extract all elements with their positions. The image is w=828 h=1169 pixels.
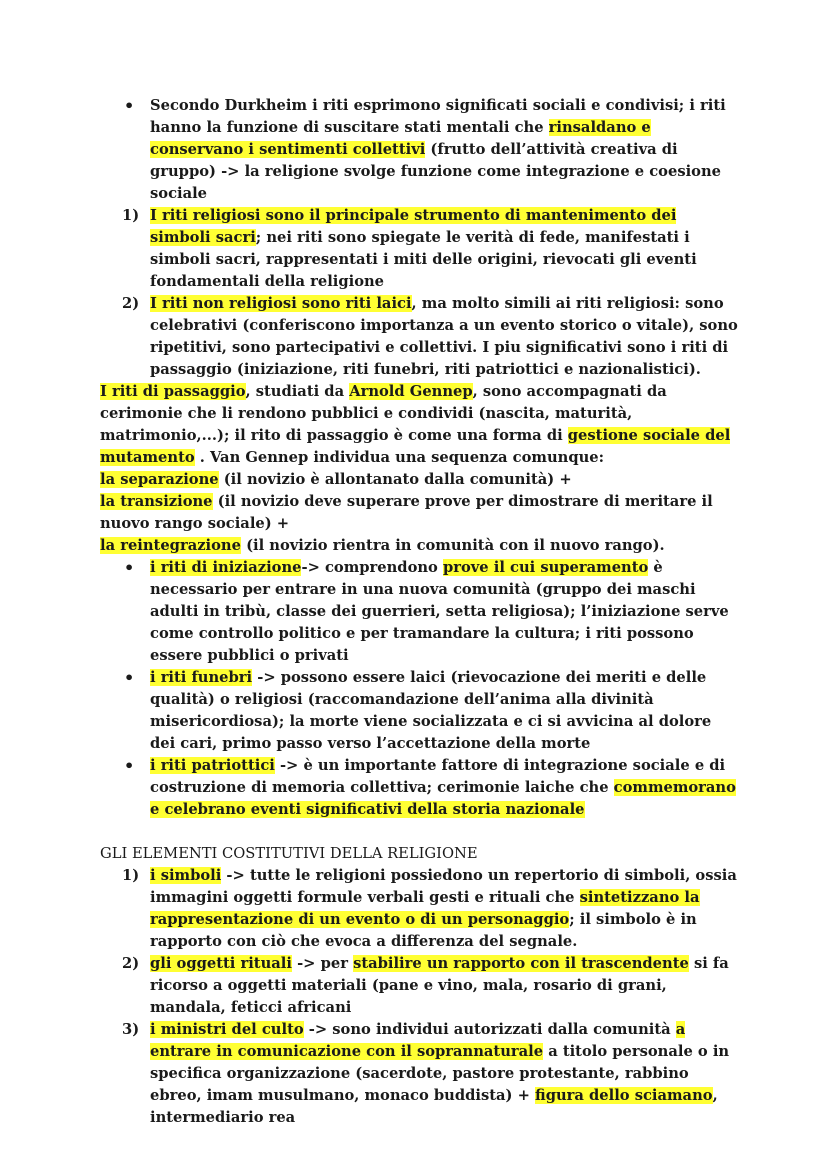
highlight: i riti patriottici bbox=[150, 757, 275, 774]
paragraph-riti-di-passaggio: I riti di passaggio, studiati da Arnold Gennep, sono accompagnati da cerimonie che li rendono pubblici e condividi (nascita, maturità, matrimonio,...); il rito di passaggio è come una forma di gestione sociale del mutamento . Van Gennep individua una sequenza comunque: bbox=[100, 383, 731, 466]
sequence-transizione: la transizione (il novizio deve superare prove per dimostrare di meritare il nuovo rango sociale) + bbox=[100, 493, 713, 532]
highlight: I riti non religiosi sono riti laici bbox=[150, 295, 412, 312]
riti-types-bullet-list bbox=[100, 557, 740, 821]
bullet-riti-funebri: • i riti funebri -> possono essere laici (rievocazione dei meriti e delle qualità) o religiosi (raccomandazione dell’anima alla divinità misericordiosa); la morte viene socializzata e ci si avvicina al dolore dei cari, primo passo verso l’accettazione della morte bbox=[100, 667, 740, 755]
highlight: la separazione bbox=[100, 471, 219, 488]
numbered-item-oggetti-rituali: 2) gli oggetti rituali -> per stabilire un rapporto con il trascendente si fa ricorso a oggetti materiali (pane e vino, mala, rosario di grani, mandala, feticci africani bbox=[122, 955, 729, 1016]
bullet-durkheim: • Secondo Durkheim i riti esprimono significati sociali e condivisi; i riti hanno la funzione di suscitare stati mentali che rinsaldano e conservano i sentimenti collettivi (frutto dell’attività creativa di gruppo) -> la religione svolge funzione come integrazione e coesione sociale bbox=[100, 95, 740, 205]
section-title: GLI ELEMENTI COSTITUTIVI DELLA RELIGIONE bbox=[100, 845, 478, 862]
sequence-reintegrazione: la reintegrazione (il novizio rientra in comunità con il nuovo rango). bbox=[100, 537, 665, 554]
highlight: sintetizzano la rappresentazione di un evento o di un personaggio bbox=[150, 889, 700, 928]
highlight: figura dello sciamano bbox=[535, 1087, 713, 1104]
bullet-riti-iniziazione: • i riti di iniziazione-> comprendono prove il cui superamento è necessario per entrare in una nuova comunità (gruppo dei maschi adulti in tribù, classe dei guerrieri, setta religiosa); l’iniziazione serve come controllo politico e per tramandare la cultura; i riti possono essere pubblici o privati bbox=[100, 557, 740, 667]
numbered-item-simboli: 1) i simboli -> tutte le religioni possiedono un repertorio di simboli, ossia immagini oggetti formule verbali gesti e rituali che sintetizzano la rappresentazione di un evento o di un personaggio; il simbolo è in rapporto con ciò che evoca a differenza del segnale. bbox=[122, 867, 737, 950]
numbered-item-riti-religiosi: 1) I riti religiosi sono il principale strumento di mantenimento dei simboli sacri; nei riti sono spiegate le verità di fede, manifestati i simboli sacri, rappresentati i miti delle origini, rievocati gli eventi fondamentali della religione bbox=[122, 207, 697, 290]
highlight: i ministri del culto bbox=[150, 1021, 304, 1038]
numbered-item-riti-laici: 2) I riti non religiosi sono riti laici, ma molto simili ai riti religiosi: sono celebrativi (conferiscono importanza a un evento storico o vitale), sono ripetitivi, sono partecipativi e collettivi. I piu significativi sono i riti di passaggio (iniziazione, riti funebri, riti patriottici e nazionalistici). bbox=[122, 295, 738, 378]
highlight: I riti di passaggio bbox=[100, 383, 246, 400]
sequence-separazione: la separazione (il novizio è allontanato dalla comunità) + bbox=[100, 471, 572, 488]
highlight: Arnold Gennep bbox=[349, 383, 473, 400]
highlight: rinsaldano e conservano i sentimenti collettivi bbox=[150, 119, 651, 158]
document-page bbox=[100, 95, 740, 1129]
highlight: prove il cui superamento bbox=[442, 559, 649, 576]
elementi-numbered-list bbox=[100, 865, 740, 1129]
durkheim-bullet-list bbox=[100, 95, 740, 205]
highlight: I riti religiosi sono il principale strumento di mantenimento dei simboli sacri bbox=[150, 207, 677, 246]
highlight: commemorano e celebrano eventi significativi della storia nazionale bbox=[150, 779, 736, 818]
highlight: i riti di iniziazione bbox=[150, 559, 302, 576]
numbered-item-ministri-culto: 3) i ministri del culto -> sono individui autorizzati dalla comunità a entrare in comunicazione con il soprannaturale a titolo personale o in specifica organizzazione (sacerdote, pastore protestante, rabbino ebreo, imam musulmano, monaco buddista) + figura dello sciamano, intermediario rea bbox=[122, 1021, 730, 1126]
bullet-riti-patriottici: • i riti patriottici -> è un importante fattore di integrazione sociale e di costruzione di memoria collettiva; cerimonie laiche che commemorano e celebrano eventi significativi della storia nazionale bbox=[100, 755, 740, 821]
highlight: gli oggetti rituali bbox=[150, 955, 292, 972]
highlight: gestione sociale del mutamento bbox=[100, 427, 731, 466]
riti-numbered-list bbox=[100, 205, 740, 381]
highlight: i riti funebri bbox=[150, 669, 253, 686]
highlight: stabilire un rapporto con il trascendente bbox=[353, 955, 689, 972]
highlight: a entrare in comunicazione con il soprannaturale bbox=[150, 1021, 686, 1060]
highlight: la transizione bbox=[100, 493, 213, 510]
highlight: i simboli bbox=[150, 867, 222, 884]
highlight: la reintegrazione bbox=[100, 537, 241, 554]
